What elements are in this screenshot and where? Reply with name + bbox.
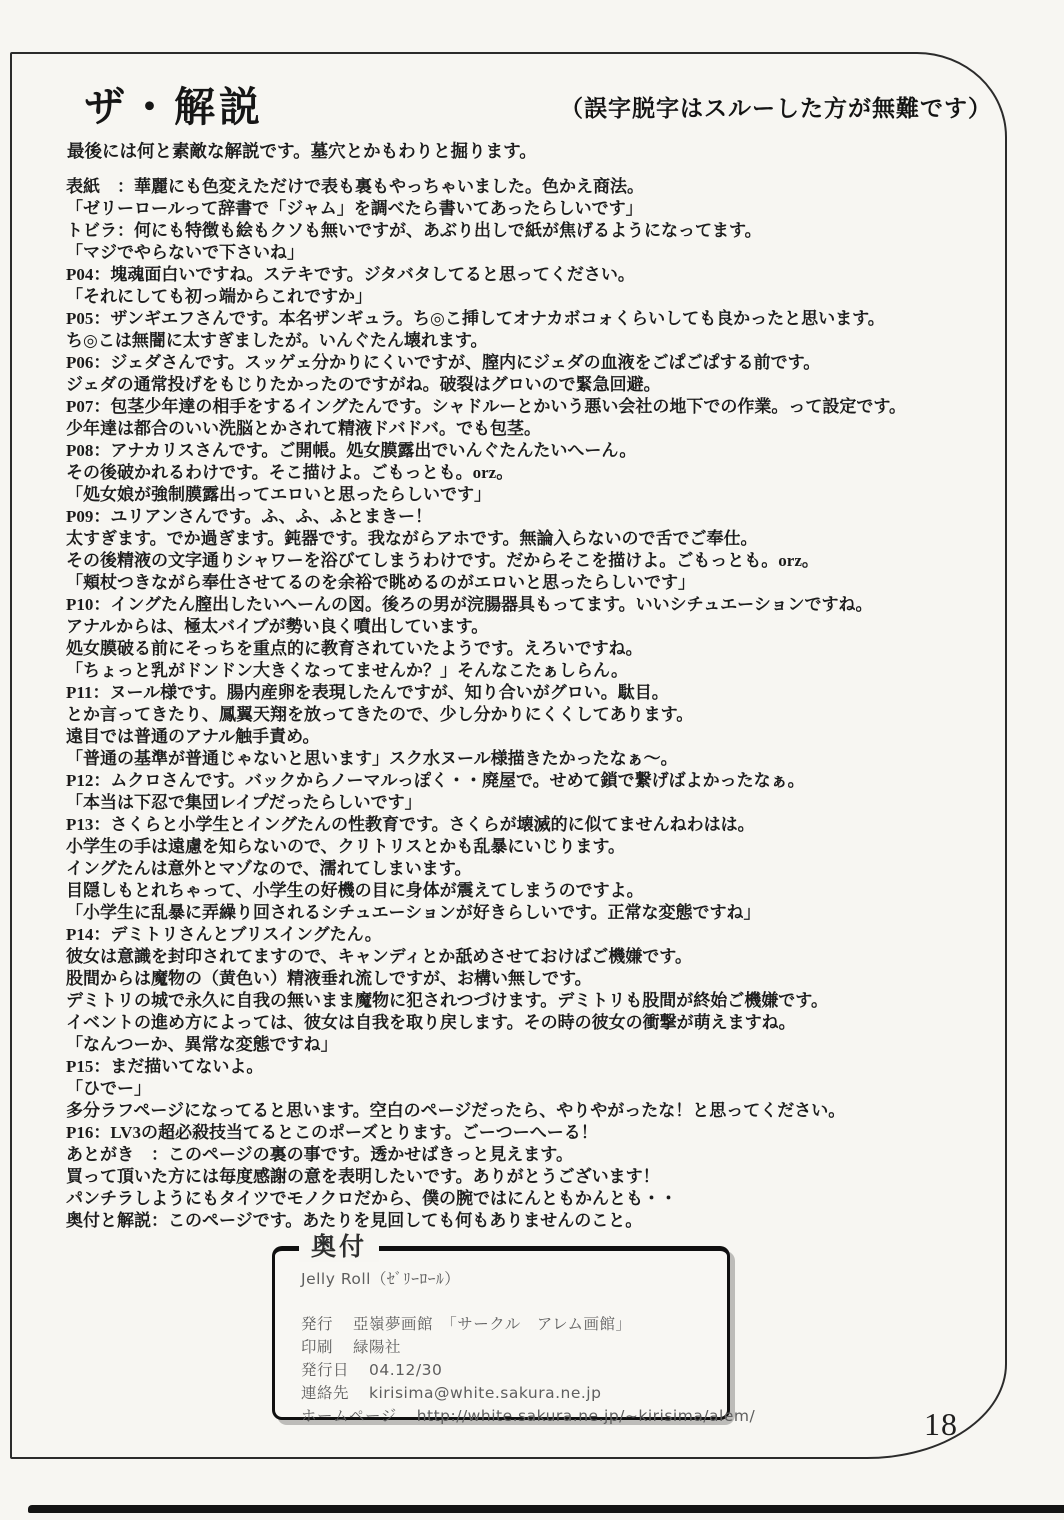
colophon-header: 奥付: [299, 1232, 379, 1262]
colophon-row: [301, 1313, 717, 1336]
commentary-line: パンチラしようにもタイツでモノクロだから、僕の腕ではにんともかんとも・・: [66, 1189, 677, 1208]
colophon-row: [301, 1359, 717, 1382]
commentary-line: 買って頂いた方には毎度感謝の意を表明したいです。ありがとうございます！: [66, 1167, 660, 1186]
commentary-line: 遠目では普通のアナル触手責め。: [66, 727, 320, 746]
commentary-line: 「ゼリーロールって辞書で「ジャム」を調べたら書いてあったらしいです」: [66, 199, 643, 218]
commentary-line: とか言ってきたり、鳳翼天翔を放ってきたので、少し分かりにくくしてあります。: [66, 705, 694, 724]
commentary-line: P05：ザンギエフさんです。本名ザンギュラ。ち◎こ挿してオナカボコォくらいしても良かったと思います。: [66, 309, 885, 328]
commentary-line: P15：まだ描いてないよ。: [66, 1057, 264, 1076]
colophon-row-label: 発行: [301, 1315, 334, 1333]
commentary-line: 表紙 ：華麗にも色変えただけで表も裏もやっちゃいました。色かえ商法。: [66, 177, 644, 196]
commentary-line: デミトリの城で永久に自我の無いまま魔物に犯されつづけます。デミトリも股間が終始ご機嫌です。: [66, 991, 828, 1010]
colophon-row: [301, 1336, 717, 1359]
commentary-line: P08：アナカリスさんです。ご開帳。処女膜露出でいんぐたんたいへーん。: [66, 441, 637, 460]
commentary-line: P09：ユリアンさんです。ふ、ふ、ふとまきー！: [66, 507, 433, 526]
commentary-line: P16：LV3の超必殺技当てるとこのポーズとります。ごーつーへーる！: [66, 1123, 598, 1142]
colophon-row: [301, 1382, 717, 1405]
commentary-line: イングたんは意外とマゾなので、濡れてしまいます。: [66, 859, 472, 878]
colophon-row-value: 亞嶺夢画館 「サークル アレム画館」: [353, 1315, 632, 1333]
commentary-line: 小学生の手は遠慮を知らないので、クリトリスとかも乱暴にいじります。: [66, 837, 625, 856]
colophon-book-title: Jelly Roll（ｾﾞﾘｰﾛｰﾙ）: [301, 1270, 461, 1288]
commentary-line: 「それにしても初っ端からこれですか」: [66, 287, 372, 306]
intro-line: 最後には何と素敵な解説です。墓穴とかもわりと掘ります。: [67, 141, 537, 161]
colophon-row-label: 発行日: [301, 1361, 350, 1379]
colophon-row-value: 04.12/30: [369, 1361, 443, 1379]
commentary-line: 彼女は意識を封印されてますので、キャンディとか舐めさせておけばご機嫌です。: [66, 947, 692, 966]
commentary-line: 太すぎます。でか過ぎます。鈍器です。我ながらアホです。無論入らないので舌でご奉仕。: [66, 529, 758, 548]
commentary-line: 「頬杖つきながら奉仕させてるのを余裕で眺めるのがエロいと思ったらしいです」: [66, 573, 695, 592]
commentary-line: 「なんつーか、異常な変態ですね」: [66, 1035, 338, 1054]
commentary-line: P10：イングたん膣出したいへーんの図。後ろの男が浣腸器具もってます。いいシチュエーションですね。: [66, 595, 873, 614]
commentary-line: イベントの進め方によっては、彼女は自我を取り戻します。その時の彼女の衝撃が萌えますね。: [66, 1013, 796, 1032]
commentary-line: ち◎こは無闇に太すぎましたが。いんぐたん壊れます。: [66, 331, 488, 350]
page-title: ザ・解説: [84, 83, 264, 131]
scan-edge-shadow: [28, 1505, 1064, 1513]
commentary-line: P14：デミトリさんとブリスイングたん。: [66, 925, 382, 944]
commentary-line: その後精液の文字通りシャワーを浴びてしまうわけです。だからそこを描けよ。ごもっとも。orz。: [66, 551, 819, 570]
colophon-body: [301, 1267, 756, 1428]
commentary-line: P04：塊魂面白いですね。ステキです。ジタバタしてると思ってください。: [66, 265, 635, 284]
colophon-row: [301, 1405, 756, 1428]
colophon-row-value: http://white.sakura.ne.jp/~kirisima/alem/: [416, 1407, 756, 1425]
colophon-row-value: 緑陽社: [353, 1338, 402, 1356]
commentary-line: P06：ジェダさんです。スッゲェ分かりにくいですが、膣内にジェダの血液をごぱごぱする前です。: [66, 353, 821, 372]
commentary-text: [66, 176, 1001, 1232]
commentary-line: 「ひでー」: [66, 1079, 151, 1098]
page-number: 18: [924, 1406, 958, 1442]
commentary-line: ジェダの通常投げをもじりたかったのですがね。破裂はグロいので緊急回避。: [66, 375, 661, 394]
commentary-line: アナルからは、極太バイブが勢い良く噴出しています。: [66, 617, 489, 636]
commentary-line: P11：ヌール様です。腸内産卵を表現したんですが、知り合いがグロい。駄目。: [66, 683, 669, 702]
page-subtitle: （誤字脱字はスルーした方が無難です）: [560, 96, 992, 121]
commentary-line: P12：ムクロさんです。バックからノーマルっぽく・・廃屋で。せめて鎖で繋げばよかったなぁ。: [66, 771, 805, 790]
commentary-line: 股間からは魔物の（黄色い）精液垂れ流しですが、お構い無しです。: [66, 969, 592, 988]
commentary-line: トビラ：何にも特徴も絵もクソも無いですが、あぶり出しで紙が焦げるようになってます。: [66, 221, 762, 240]
commentary-line: 多分ラフページになってると思います。空白のページだったら、やりやがったな！と思ってください。: [66, 1101, 846, 1120]
colophon-rows: [301, 1313, 756, 1428]
colophon-row-label: 印刷: [301, 1338, 334, 1356]
commentary-line: 「マジでやらないで下さいね」: [66, 243, 304, 262]
commentary-line: 処女膜破る前にそっちを重点的に教育されていたようです。えろいですね。: [66, 639, 643, 658]
commentary-line: あとがき ：このページの裏の事です。透かせばきっと見えます。: [66, 1145, 573, 1164]
commentary-line: 少年達は都合のいい洗脳とかされて精液ドバドバ。でも包茎。: [66, 419, 541, 438]
colophon-row-label: 連絡先: [301, 1384, 350, 1402]
commentary-line: 目隠しもとれちゃって、小学生の好機の目に身体が震えてしまうのですよ。: [66, 881, 644, 900]
commentary-line: P07：包茎少年達の相手をするイングたんです。シャドルーとかいう悪い会社の地下での作業。って設定です。: [66, 397, 906, 416]
colophon-box: [272, 1232, 756, 1425]
commentary-line: その後破かれるわけです。そこ描けよ。ごもっとも。orz。: [66, 463, 514, 482]
colophon-row-value: kirisima@white.sakura.ne.jp: [369, 1384, 602, 1402]
commentary-line: 「処女娘が強制膜露出ってエロいと思ったらしいです」: [66, 485, 491, 504]
commentary-line: P13：さくらと小学生とイングたんの性教育です。さくらが壊滅的に似てませんねわはは。: [66, 815, 755, 834]
colophon-row-label: ホームページ: [301, 1407, 397, 1425]
commentary-line: 「ちょっと乳がドンドン大きくなってませんか？」そんなこたぁしらん。: [66, 661, 629, 680]
commentary-line: 奥付と解説：このページです。あたりを見回しても何もありませんのこと。: [66, 1211, 643, 1230]
commentary-line: 「小学生に乱暴に弄繰り回されるシチュエーションが好きらしいです。正常な変態ですね」: [66, 903, 761, 922]
commentary-line: 「本当は下忍で集団レイプだったらしいです」: [66, 793, 422, 812]
commentary-line: 「普通の基準が普通じゃないと思います」スク水ヌール様描きたかったなぁ〜。: [66, 749, 678, 768]
